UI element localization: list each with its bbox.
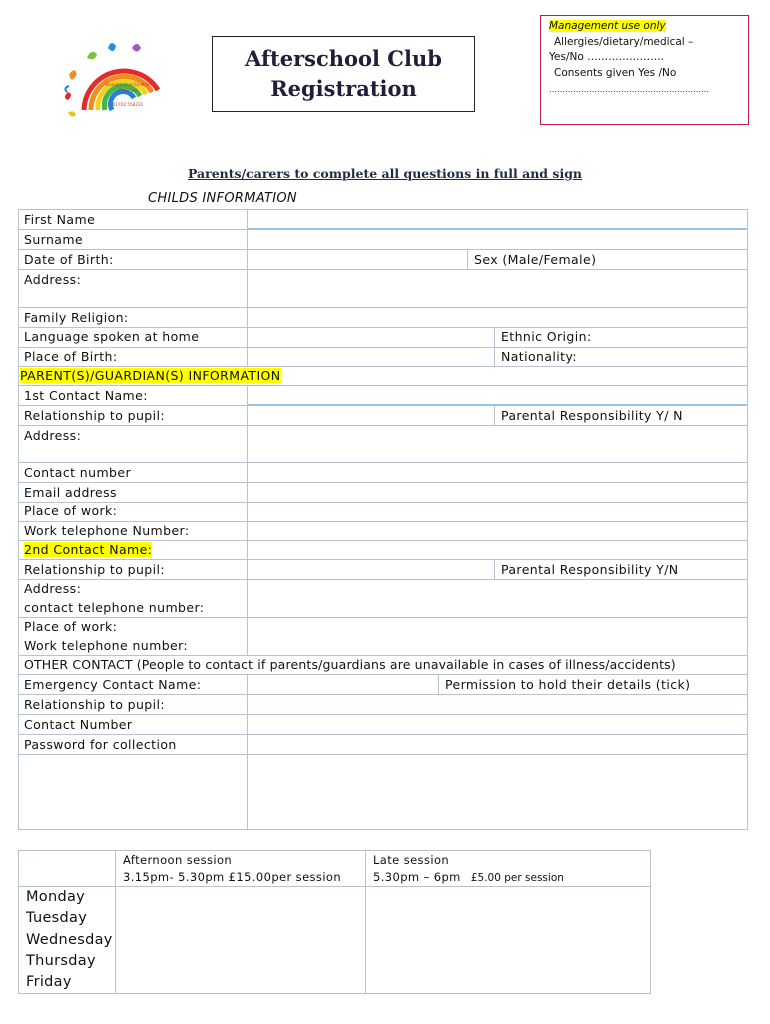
contact2-responsibility-label: Parental Responsibility Y/N (501, 562, 679, 577)
contact2-name-field[interactable] (248, 540, 747, 559)
language-label: Language spoken at home (24, 329, 200, 344)
management-consents: Consents given Yes /No (554, 66, 677, 79)
contact2-address-field[interactable] (248, 579, 747, 617)
emergency-name-field[interactable] (248, 675, 438, 694)
late-session-price: £5.00 per session (470, 872, 564, 884)
day-thursday: Thursday (26, 953, 96, 969)
management-use-box (540, 15, 749, 125)
day-monday: Monday (26, 889, 86, 905)
contact1-name-label: 1st Contact Name: (24, 388, 148, 403)
language-field[interactable] (248, 327, 494, 347)
logo-text-3: 01702 558231 (112, 102, 144, 107)
contact2-relationship-label: Relationship to pupil: (24, 562, 165, 577)
notes-field[interactable] (19, 755, 747, 829)
contact1-relationship-field[interactable] (248, 406, 494, 425)
first-name-label: First Name (24, 212, 96, 227)
contact2-relationship-field[interactable] (248, 560, 494, 579)
contact1-number-field[interactable] (248, 463, 747, 482)
session-schedule (18, 850, 651, 994)
management-dotted-line: …………………………………………………… (549, 85, 709, 94)
contact2-name-label: 2nd Contact Name: (24, 542, 153, 557)
contact1-work-phone-field[interactable] (248, 521, 747, 540)
contact1-email-field[interactable] (248, 483, 747, 502)
management-allergies: Allergies/dietary/medical – (554, 35, 694, 48)
club-logo (62, 40, 167, 120)
childs-info-heading: CHILDS INFORMATION (148, 191, 297, 206)
contact1-workplace-label: Place of work: (24, 503, 118, 518)
birthplace-label: Place of Birth: (24, 349, 118, 364)
logo-text-1: Straight Lines Children (105, 82, 151, 87)
emergency-number-label: Contact Number (24, 717, 133, 732)
permission-label: Permission to hold their details (tick) (445, 677, 691, 692)
birthplace-field[interactable] (248, 347, 494, 366)
form-title (212, 36, 475, 112)
contact1-email-label: Email address (24, 485, 117, 500)
other-contact-heading: OTHER CONTACT (People to contact if parents/guardians are unavailable in cases of illness/accidents) (24, 657, 676, 672)
ethnic-origin-label: Ethnic Origin: (501, 329, 592, 344)
parent-heading-row (18, 366, 748, 385)
emergency-relationship-field[interactable] (248, 695, 747, 714)
surname-field[interactable] (248, 230, 747, 249)
parent-heading: PARENT(S)/GUARDIAN(S) INFORMATION (20, 368, 281, 383)
contact1-address-label: Address: (24, 428, 82, 443)
day-tuesday: Tuesday (26, 910, 88, 926)
religion-label: Family Religion: (24, 310, 129, 325)
day-friday: Friday (26, 974, 72, 990)
emergency-number-field[interactable] (248, 715, 747, 734)
contact1-responsibility-label: Parental Responsibility Y/ N (501, 408, 683, 423)
address-label: Address: (24, 272, 82, 287)
afternoon-session-detail: 3.15pm- 5.30pm £15.00per session (123, 870, 342, 884)
dob-field[interactable] (248, 250, 467, 269)
contact2-work-field[interactable] (248, 617, 747, 655)
dob-label: Date of Birth: (24, 252, 114, 267)
contact1-number-label: Contact number (24, 465, 131, 480)
management-yes-no: Yes/No …………………. (549, 51, 664, 63)
surname-label: Surname (24, 232, 84, 247)
contact2-address-label: Address: (24, 581, 82, 596)
late-session-time: 5.30pm – 6pm (373, 870, 461, 884)
title-line-2: Registration (270, 76, 417, 101)
afternoon-session-title: Afternoon session (123, 853, 233, 867)
sex-label: Sex (Male/Female) (474, 252, 597, 267)
contact2-phone-label: contact telephone number: (24, 600, 205, 615)
contact2-work-phone-label: Work telephone number: (24, 638, 189, 653)
nationality-label: Nationality: (501, 349, 577, 364)
emergency-name-label: Emergency Contact Name: (24, 677, 202, 692)
contact1-name-field[interactable] (248, 386, 747, 405)
contact1-address-field[interactable] (248, 426, 747, 462)
title-line-1: Afterschool Club (245, 46, 442, 71)
contact2-workplace-label: Place of work: (24, 619, 118, 634)
late-session-title: Late session (373, 853, 450, 867)
password-label: Password for collection (24, 737, 177, 752)
religion-field[interactable] (248, 308, 747, 327)
instructions: Parents/carers to complete all questions in full and sign (187, 166, 583, 181)
registration-form (18, 209, 748, 830)
first-name-field[interactable] (248, 210, 747, 229)
child-address-field[interactable] (248, 270, 747, 307)
contact1-workplace-field[interactable] (248, 502, 747, 521)
contact1-work-phone-label: Work telephone Number: (24, 523, 190, 538)
logo-text-2: Childcare (118, 88, 138, 93)
management-heading: Management use only (549, 20, 666, 32)
password-field[interactable] (248, 735, 747, 754)
emergency-relationship-label: Relationship to pupil: (24, 697, 165, 712)
contact1-relationship-label: Relationship to pupil: (24, 408, 165, 423)
afternoon-session-days-field[interactable] (116, 887, 365, 993)
late-session-days-field[interactable] (366, 887, 650, 993)
late-session-detail (367, 869, 564, 887)
day-wednesday: Wednesday (26, 932, 113, 948)
